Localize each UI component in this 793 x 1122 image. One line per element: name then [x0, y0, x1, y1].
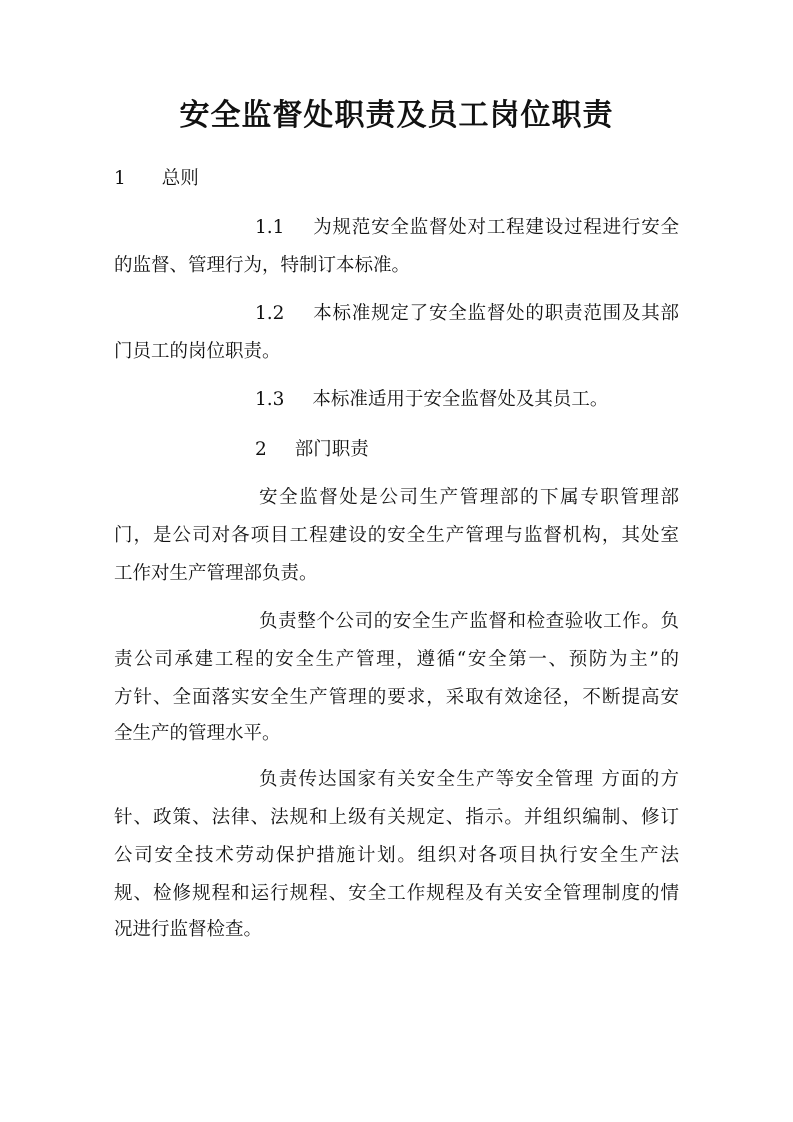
clause-number: 1.1: [255, 217, 285, 238]
section-label: 部门职责: [294, 439, 369, 460]
clause-1-1-line-1: [255, 214, 679, 242]
section-heading-department-duties: [255, 436, 679, 464]
paragraph-2-line-4: 全生产的管理水平。: [114, 723, 281, 744]
clause-1-1-line-2: 的监督、管理行为，特制订本标准。: [114, 255, 411, 276]
paragraph-1-line-1: 安全监督处是公司生产管理部的下属专职管理部: [259, 487, 679, 508]
paragraph-2-line-2: 责公司承建工程的安全生产管理，遵循“安全第一、预防为主”的: [114, 649, 679, 670]
section-number: 1: [114, 168, 126, 189]
paragraph-3-line-5: 况进行监督检查。: [114, 919, 263, 940]
paragraph-1-line-2: 门，是公司对各项目工程建设的安全生产管理与监督机构，其处室: [114, 525, 679, 546]
paragraph-2-line-1: 负责整个公司的安全生产监督和检查验收工作。负: [259, 611, 679, 632]
clause-text: 为规范安全监督处对工程建设过程进行安全: [312, 217, 679, 238]
clause-number: 1.3: [255, 389, 285, 410]
paragraph-1-line-3: 工作对生产管理部负责。: [114, 563, 318, 584]
paragraph-3-line-3: 公司安全技术劳动保护措施计划。组织对各项目执行安全生产法: [114, 845, 679, 866]
clause-1-3: [255, 386, 679, 414]
section-number: 2: [255, 439, 267, 460]
clause-text: 本标准适用于安全监督处及其员工。: [312, 389, 609, 410]
paragraph-3-line-2: 针、政策、法律、法规和上级有关规定、指示。并组织编制、修订: [114, 807, 679, 828]
paragraph-3-line-4: 规、检修规程和运行规程、安全工作规程及有关安全管理制度的情: [114, 883, 679, 904]
clause-text: 本标准规定了安全监督处的职责范围及其部: [312, 303, 679, 324]
paragraph-3-line-1: 负责传达国家有关安全生产等安全管理 方面的方: [259, 769, 679, 790]
clause-1-2-line-2: 门员工的岗位职责。: [114, 341, 281, 362]
document-title: 安全监督处职责及员工岗位职责: [179, 98, 614, 133]
paragraph-2-line-3: 方针、全面落实安全生产管理的要求，采取有效途径，不断提高安: [114, 687, 679, 708]
section-heading-general: [114, 165, 679, 193]
section-label: 总则: [161, 168, 199, 189]
clause-1-2-line-1: [255, 300, 679, 328]
clause-number: 1.2: [255, 303, 285, 324]
